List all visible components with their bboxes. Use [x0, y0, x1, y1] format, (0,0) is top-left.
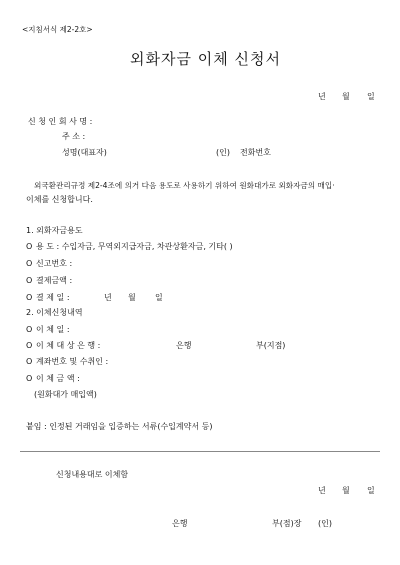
date-top-day: 일 — [367, 92, 375, 101]
payment-amount-label: 결제금액 : — [36, 276, 73, 285]
target-bank-bank-label: 은행 — [176, 341, 192, 350]
phone-label: 전화번호 — [240, 148, 271, 157]
section1-heading: 1. 외화자금용도 — [26, 226, 83, 235]
date-top-month: 월 — [342, 92, 350, 101]
transfer-date-label: 이 체 일 : — [36, 325, 70, 334]
confirmation-bank-label: 은행 — [172, 519, 188, 528]
account-recipient-label: 계좌번호 및 수취인 : — [36, 357, 109, 366]
divider — [20, 451, 380, 452]
section2-heading: 2. 이체신청내역 — [26, 308, 83, 317]
payment-date-month: 월 — [128, 293, 136, 302]
target-bank-label: 이 체 대 상 은 행 : — [36, 341, 101, 350]
page-title: 외화자금 이체 신청서 — [130, 50, 281, 68]
target-bank-branch-label: 부(지점) — [256, 341, 286, 350]
transfer-amount-note: (원화대가 매입액) — [34, 390, 97, 399]
payment-amount-marker: O — [26, 276, 33, 285]
confirmation-text: 신청내용대로 이체함 — [56, 470, 129, 479]
purpose-row: 용 도 : 수입자금, 무역외지급자금, 차관상환자금, 기타( ) — [36, 242, 233, 251]
request-statement-line2: 이체를 신청합니다. — [26, 195, 93, 204]
date-top-year: 년 — [318, 92, 326, 101]
account-recipient-marker: O — [26, 357, 33, 366]
confirmation-year: 년 — [318, 486, 326, 495]
request-statement-line1: 외국환관리규정 제2-4조에 의거 다음 용도로 사용하기 위하여 원화대가로 외화자금의 매입· — [34, 181, 335, 190]
confirmation-month: 월 — [342, 486, 350, 495]
applicant-seal: (인) — [216, 148, 230, 157]
transfer-amount-marker: O — [26, 374, 33, 383]
confirmation-seal: (인) — [318, 519, 332, 528]
attachment-note: 붙임 : 인정된 거래임을 입증하는 서류(수입계약서 등) — [26, 422, 213, 431]
payment-date-year: 년 — [104, 293, 112, 302]
confirmation-manager-label: 부(점)장 — [272, 519, 302, 528]
purpose-marker: O — [26, 242, 33, 251]
report-number-label: 신고번호 : — [36, 259, 73, 268]
report-number-marker: O — [26, 259, 33, 268]
payment-date-marker: O — [26, 293, 33, 302]
payment-date-label: 결 제 일 : — [36, 293, 70, 302]
confirmation-day: 일 — [367, 486, 375, 495]
transfer-amount-label: 이 체 금 액 : — [36, 374, 80, 383]
target-bank-marker: O — [26, 341, 33, 350]
address-label: 주 소 : — [62, 132, 86, 141]
company-name-label: 신 청 인 회 사 명 : — [28, 117, 93, 126]
transfer-date-marker: O — [26, 325, 33, 334]
form-id: <지침서식 제2-2호> — [22, 25, 93, 34]
payment-date-day: 일 — [155, 293, 163, 302]
representative-name-label: 성명(대표자) — [62, 148, 107, 157]
